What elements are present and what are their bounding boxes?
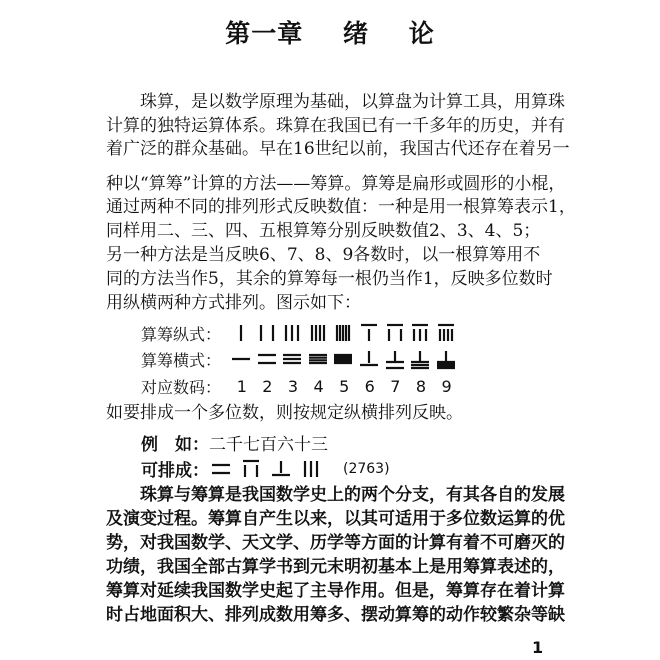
vertical-rod-cell (408, 321, 432, 345)
example-line (141, 430, 328, 455)
vertical-rod-numeral-7 (239, 457, 263, 481)
horizontal-rod-cell (408, 347, 432, 371)
example-label: 例 如： (141, 435, 209, 455)
paragraph-line: 功绩，我国全部古算学书到元末明初基本上是用筹算表述的， (106, 557, 565, 577)
horizontal-rod-numeral-3 (280, 347, 304, 371)
horizontal-rods (229, 347, 459, 371)
vertical-rod-numeral-6 (357, 321, 381, 345)
paragraph-line: 及演变过程。筹算自产生以来，以其可适用于多位数运算的优 (106, 509, 565, 529)
horizontal-rod-cell (383, 347, 407, 371)
vertical-rods-label: 算筹纵式： (141, 324, 222, 344)
horizontal-rod-cell (306, 347, 330, 371)
digit: 1 (236, 376, 247, 396)
vertical-rod-cell (357, 321, 381, 345)
paragraph-line: 势，对我国数学、天文学、历学等方面的计算有着不可磨灭的 (106, 533, 565, 553)
vertical-rod-cell (306, 321, 330, 345)
vertical-rod-cell (331, 321, 355, 345)
example-rod-cell (239, 457, 263, 481)
vertical-rod-numeral-3 (299, 457, 323, 481)
digits-label: 对应数码： (141, 377, 222, 397)
digit: 2 (262, 376, 273, 396)
paragraph-line: 珠算与筹算是我国数学史上的两个分支，有其各自的发展 (140, 485, 565, 505)
vertical-rod-numeral-8 (408, 321, 432, 345)
horizontal-rod-cell (331, 347, 355, 371)
horizontal-rod-cell (434, 347, 458, 371)
arranged-line (141, 456, 390, 481)
vertical-rods (229, 321, 459, 345)
digits-row (141, 374, 459, 398)
arranged-rods (209, 457, 339, 481)
horizontal-rod-numeral-4 (306, 347, 330, 371)
digit: 7 (390, 376, 401, 396)
paragraph-line: 时占地面积大、排列成数用筹多、摆动算筹的动作较繁杂等缺 (106, 605, 565, 625)
horizontal-rod-cell (280, 347, 304, 371)
digit: 9 (441, 376, 452, 396)
horizontal-rod-numeral-1 (229, 347, 253, 371)
vertical-rod-numeral-1 (229, 321, 253, 345)
vertical-rod-numeral-4 (306, 321, 330, 345)
vertical-rod-cell (229, 321, 253, 345)
horizontal-rod-numeral-6 (357, 347, 381, 371)
horizontal-rod-numeral-7 (383, 347, 407, 371)
digit: 3 (287, 376, 299, 396)
paragraph-line: 同的方法当作5，其余的算筹每一根仍当作1，反映多位数时 (106, 269, 553, 289)
horizontal-rod-cell (357, 347, 381, 371)
paragraph-line: 筹算对延续我国数学史起了主导作用。但是，筹算存在着计算 (106, 581, 565, 601)
paragraph-line: 着广泛的群众基础。早在16世纪以前，我国古代还存在着另一 (106, 139, 570, 159)
arranged-label: 可排成： (141, 461, 209, 481)
vertical-rod-numeral-2 (255, 321, 279, 345)
page-number: 1 (532, 638, 544, 657)
vertical-rod-cell (280, 321, 304, 345)
example-text: 二千七百六十三 (209, 435, 328, 455)
vertical-rod-cell (255, 321, 279, 345)
horizontal-rods-label: 算筹横式： (141, 350, 222, 370)
horizontal-rod-numeral-2 (209, 457, 233, 481)
digit: 4 (313, 376, 324, 396)
horizontal-rods-row (141, 347, 459, 371)
horizontal-rod-numeral-9 (434, 347, 458, 371)
arranged-number: (2763) (343, 460, 390, 477)
paragraph-line: 用纵横两种方式排列。图示如下： (106, 293, 361, 313)
paragraph-line: 通过两种不同的排列形式反映数值：一种是用一根算筹表示1， (106, 197, 576, 217)
vertical-rod-cell (434, 321, 458, 345)
horizontal-rod-cell (229, 347, 253, 371)
digit: 8 (415, 376, 427, 396)
paragraph-line: 珠算，是以数学原理为基础，以算盘为计算工具，用算珠 (140, 92, 565, 112)
vertical-rod-cell (383, 321, 407, 345)
digit: 6 (364, 376, 375, 396)
horizontal-rod-numeral-5 (331, 347, 355, 371)
paragraph-line: 如要排成一个多位数，则按规定纵横排列反映。 (106, 403, 463, 423)
vertical-rods-row (141, 321, 459, 345)
vertical-rod-numeral-5 (331, 321, 355, 345)
paragraph-line: 种以“算筹”计算的方法——筹算。算筹是扁形或圆形的小棍， (106, 174, 566, 194)
example-rod-cell (269, 457, 293, 481)
paragraph-line: 另一种方法是当反映6、7、8、9各数时，以一根算筹用不 (106, 245, 541, 265)
paragraph-line: 计算的独特运算体系。珠算在我国已有一千多年的历史，并有 (106, 116, 565, 136)
vertical-rod-numeral-7 (383, 321, 407, 345)
paragraph-line: 同样用二、三、四、五根算筹分别反映数值2、3、4、5； (106, 221, 541, 241)
horizontal-rod-numeral-2 (255, 347, 279, 371)
vertical-rod-numeral-3 (280, 321, 304, 345)
chapter-title: 第一章 绪 论 (225, 19, 435, 48)
vertical-rod-numeral-9 (434, 321, 458, 345)
example-rod-cell (209, 457, 233, 481)
digit: 5 (339, 376, 350, 396)
horizontal-rod-numeral-8 (408, 347, 432, 371)
horizontal-rod-numeral-6 (269, 457, 293, 481)
horizontal-rod-cell (255, 347, 279, 371)
example-rod-cell (299, 457, 323, 481)
